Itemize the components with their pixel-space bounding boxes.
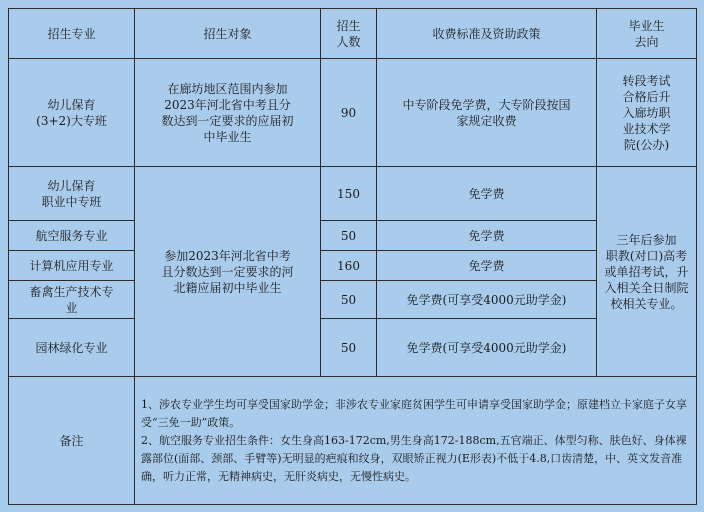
header-destination: 毕业生 去向 <box>597 9 697 59</box>
note-item: 1、涉农专业学生均可享受国家助学金；非涉农专业家庭贫困学生可申请享受国家助学金；原建档立卡家庭子女享受“三免一助”政策。 <box>141 397 687 429</box>
table-row <box>9 281 697 319</box>
notes-row <box>9 377 697 505</box>
table-row <box>9 319 697 377</box>
notes-content <box>135 377 697 505</box>
row-major: 幼儿保育 (3+2)大专班 <box>9 59 135 167</box>
group-destination: 三年后参加 职教(对口)高考 或单招考试，升 入相关全日制院 校相关专业。 <box>597 167 697 377</box>
row-quota: 90 <box>321 59 377 167</box>
row-major: 畜禽生产技术专 业 <box>9 281 135 319</box>
row-quota: 160 <box>321 251 377 281</box>
header-fees: 收费标准及资助政策 <box>377 9 597 59</box>
table-row <box>9 59 697 167</box>
row-major: 园林绿化专业 <box>9 319 135 377</box>
header-major: 招生专业 <box>9 9 135 59</box>
header-row <box>9 9 697 59</box>
header-target: 招生对象 <box>135 9 321 59</box>
notes-label: 备注 <box>9 377 135 505</box>
note-item: 2、航空服务专业招生条件：女生身高163-172cm,男生身高172-188cm,五官端正、体型匀称、肤色好、身体裸露部位(面部、颈部、手臂等)无明显的疤痕和纹身，双眼矫正视力(E形表)不低于4.8,口齿清楚，中、英文发音准确，听力正常，无精神病史，无肝炎病史，无慢性病史。 <box>141 433 687 483</box>
table-row <box>9 251 697 281</box>
row-target: 在廊坊地区范围内参加 2023年河北省中考且分 数达到一定要求的应届初 中毕业生 <box>135 59 321 167</box>
row-major: 航空服务专业 <box>9 221 135 251</box>
row-quota: 50 <box>321 319 377 377</box>
table-row <box>9 221 697 251</box>
row-fees: 免学费 <box>377 251 597 281</box>
row-fees: 免学费(可享受4000元助学金) <box>377 319 597 377</box>
row-quota: 50 <box>321 221 377 251</box>
admissions-table-sheet <box>8 8 696 504</box>
row-fees: 免学费 <box>377 167 597 221</box>
row-quota: 150 <box>321 167 377 221</box>
admissions-table <box>8 8 697 505</box>
row-fees: 免学费 <box>377 221 597 251</box>
group-target: 参加2023年河北省中考 且分数达到一定要求的河 北籍应届初中毕业生 <box>135 167 321 377</box>
row-major: 计算机应用专业 <box>9 251 135 281</box>
row-fees: 免学费(可享受4000元助学金) <box>377 281 597 319</box>
row-quota: 50 <box>321 281 377 319</box>
row-destination: 转段考试 合格后升 入廊坊职 业技术学 院(公办) <box>597 59 697 167</box>
header-quota: 招生 人数 <box>321 9 377 59</box>
row-major: 幼儿保育 职业中专班 <box>9 167 135 221</box>
table-row <box>9 167 697 221</box>
row-fees: 中专阶段免学费，大专阶段按国 家规定收费 <box>377 59 597 167</box>
